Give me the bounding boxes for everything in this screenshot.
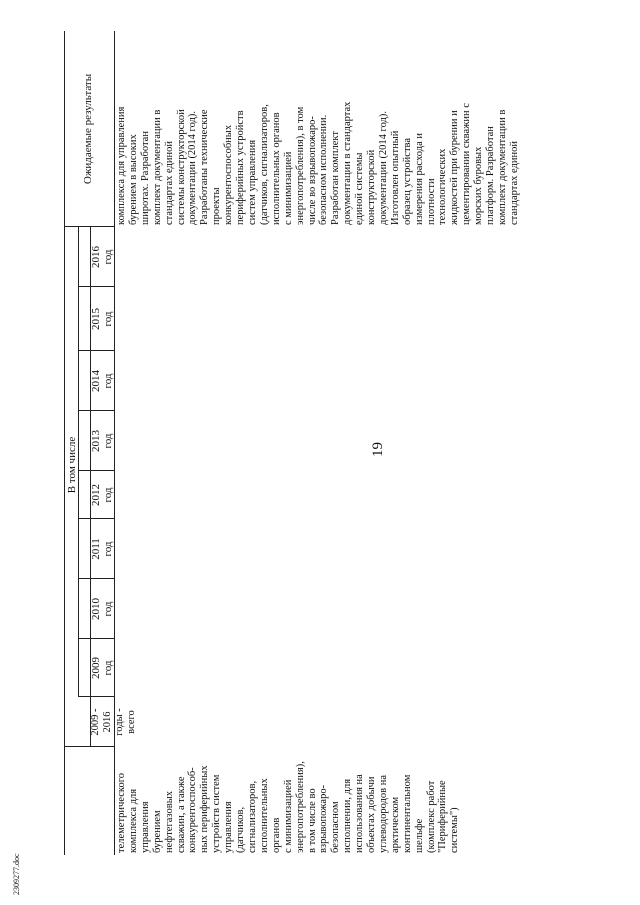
header-expected-results: Ожидаемые результаты bbox=[82, 73, 94, 185]
header-year-2015: 2015 год bbox=[90, 308, 114, 330]
in-that-number-underline bbox=[78, 227, 79, 697]
header-year-2016: 2016 год bbox=[90, 246, 114, 268]
header-year-2010: 2010 год bbox=[90, 598, 114, 620]
row-result-cell: комплекса для управления бурением в высоких широтах. Разработан комплект документации в стандартах единой системы конструкторской документации (2014 год). Разработаны технические проекты конкурентоспособных периферийных устройств систем управления (датчиков, сигнализаторов, исполнительных органов с минимизацией энергопотребления), в том числе во взрывопожаро- безопасном исполнении. Разработан комплект документации в стандартах единой системы конструкторской документации (2014 год). Изготовлен опытный образец устройства измерения расхода и плотности технологических жидкостей при бурении и цементировании скважин с морских буровых платформ. Разработан комплект документации в стандартах единой bbox=[116, 101, 520, 225]
header-total: 2009 - 2016 годы - всего bbox=[90, 708, 137, 736]
table-top-border bbox=[64, 31, 65, 855]
page-number: 19 bbox=[370, 442, 386, 457]
header-in-that-number: В том числе bbox=[66, 436, 78, 494]
header-year-2013: 2013 год bbox=[90, 430, 114, 452]
header-year-2014: 2014 год bbox=[90, 370, 114, 392]
header-year-2009: 2009 год bbox=[90, 657, 114, 679]
row-name-cell: телеметрического комплекса для управления бурением нефтегазовых скважин, а также конкурентоспособ- ных периферийных устройств систем управления (датчиков, сигнализаторов, исполнительных органов с минимизацией энергопотребления), в том числе во взрывопожаро- безопасном исполнении, для использования на объектах добычи углеводородов на арктическом континентальном шельфе (комплекс работ "Периферийные системы") bbox=[116, 761, 461, 853]
header-year-2012: 2012 год bbox=[90, 484, 114, 506]
footer-document-ref: 2309277.doc bbox=[12, 853, 21, 895]
header-year-2011: 2011 год bbox=[90, 538, 114, 560]
